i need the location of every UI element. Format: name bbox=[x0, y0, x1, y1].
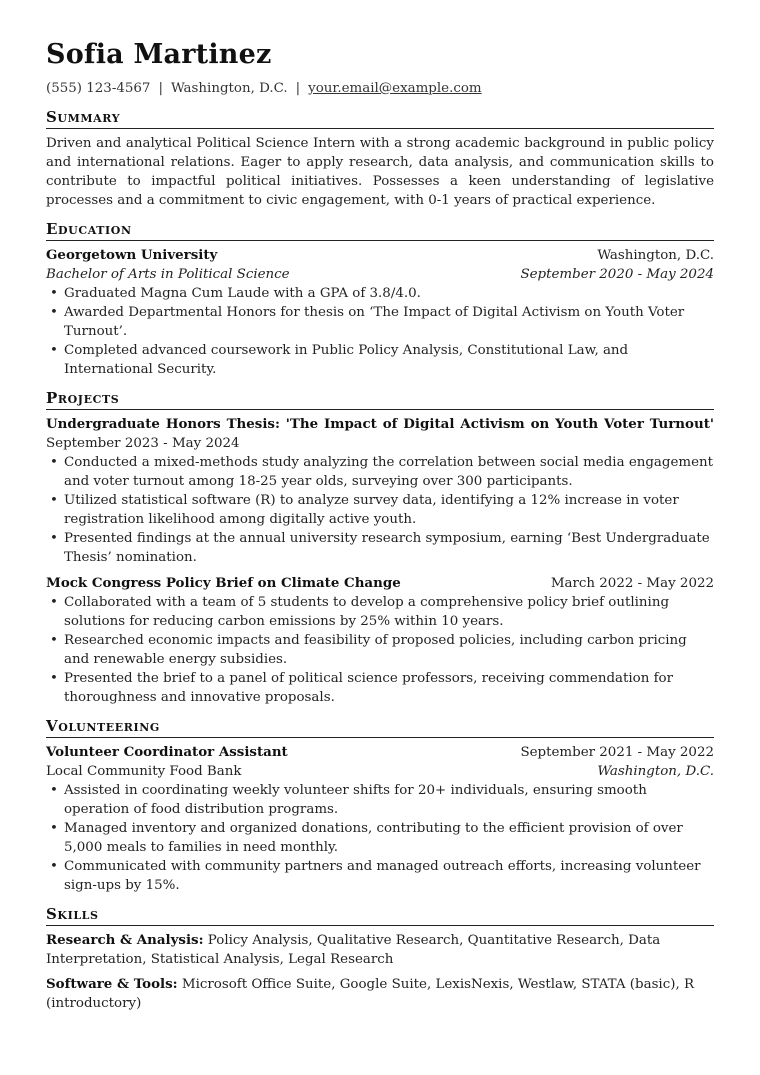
education-degree-row bbox=[46, 265, 714, 284]
project-header bbox=[46, 574, 714, 593]
education-section bbox=[46, 219, 714, 379]
school-location: Washington, D.C. bbox=[597, 248, 714, 263]
summary-section bbox=[46, 107, 714, 210]
degree: Bachelor of Arts in Political Science bbox=[46, 267, 290, 282]
phone-number: (555) 123-4567 bbox=[46, 81, 151, 96]
list-item: • Communicated with community partners and managed outreach efforts, increasing volunteer sign-ups by 15%. bbox=[64, 857, 714, 895]
section-title-skills: Skills bbox=[46, 904, 714, 926]
skill-line bbox=[46, 931, 714, 969]
section-title-volunteering: Volunteering bbox=[46, 716, 714, 738]
projects-section bbox=[46, 388, 714, 707]
project-bullets bbox=[46, 453, 714, 567]
section-title-projects: Projects bbox=[46, 388, 714, 410]
contact-separator: | bbox=[158, 81, 163, 96]
summary-text: Driven and analytical Political Science Intern with a strong academic background in public policy and international relations. Eager to apply research, data analysis, and communication skills to contribute to impactful political initiatives. Possesses a keen understanding of legislative processes and a commitment to civic engagement, with 0-1 years of practical experience. bbox=[46, 136, 714, 208]
skill-label: Software & Tools: bbox=[46, 976, 178, 992]
volunteer-bullets bbox=[46, 781, 714, 895]
skills-section bbox=[46, 904, 714, 1013]
skill-label: Research & Analysis: bbox=[46, 932, 204, 948]
contact-separator: | bbox=[295, 81, 301, 96]
project-bullets bbox=[46, 593, 714, 707]
project-name: Mock Congress Policy Brief on Climate Change bbox=[46, 575, 401, 591]
list-item: • Conducted a mixed-methods study analyzing the correlation between social media engagement and voter turnout among 18-25 year olds, surveying over 300 participants. bbox=[64, 453, 714, 491]
list-item: • Assisted in coordinating weekly volunteer shifts for 20+ individuals, ensuring smooth operation of food distribution programs. bbox=[64, 781, 714, 819]
project-name: Undergraduate Honors Thesis: 'The Impact of Digital Activism on Youth Voter Turnout' bbox=[46, 416, 714, 432]
volunteer-location: Washington, D.C. bbox=[597, 764, 714, 779]
project-header bbox=[46, 415, 714, 453]
education-header-row bbox=[46, 246, 714, 265]
email-link[interactable]: your.email@example.com bbox=[308, 81, 482, 96]
skill-text: Microsoft Office Suite, Google Suite, LexisNexis, Westlaw, STATA (basic), R (introductory) bbox=[46, 977, 695, 1011]
candidate-name: Sofia Martinez bbox=[46, 39, 272, 70]
section-title-summary: Summary bbox=[46, 107, 714, 129]
list-item: • Presented findings at the annual university research symposium, earning ‘Best Undergraduate Thesis’ nomination. bbox=[64, 529, 714, 567]
list-item: • Completed advanced coursework in Public Policy Analysis, Constitutional Law, and International Security. bbox=[64, 341, 714, 379]
volunteer-dates: September 2021 - May 2022 bbox=[520, 745, 714, 760]
school-name: Georgetown University bbox=[46, 247, 218, 263]
project-dates: March 2022 - May 2022 bbox=[550, 576, 714, 591]
volunteer-org: Local Community Food Bank bbox=[46, 764, 242, 779]
list-item: • Managed inventory and organized donations, contributing to the efficient provision of over 5,000 meals to families in need monthly. bbox=[64, 819, 714, 857]
volunteer-header-row bbox=[46, 743, 714, 762]
volunteer-role: Volunteer Coordinator Assistant bbox=[46, 744, 288, 760]
education-bullets bbox=[46, 284, 714, 379]
volunteer-org-row bbox=[46, 762, 714, 781]
skill-text: Policy Analysis, Qualitative Research, Quantitative Research, Data Interpretation, Statistical Analysis, Legal Research bbox=[46, 933, 661, 967]
list-item: • Awarded Departmental Honors for thesis on ‘The Impact of Digital Activism on Youth Voter Turnout’. bbox=[64, 303, 714, 341]
list-item: • Researched economic impacts and feasibility of proposed policies, including carbon pricing and renewable energy subsidies. bbox=[64, 631, 714, 669]
education-dates: September 2020 - May 2024 bbox=[520, 267, 714, 282]
list-item: • Utilized statistical software (R) to analyze survey data, identifying a 12% increase in voter registration likelihood among digitally active youth. bbox=[64, 491, 714, 529]
project-entry bbox=[46, 574, 714, 707]
list-item: • Graduated Magna Cum Laude with a GPA of 3.8/4.0. bbox=[64, 284, 714, 303]
contact-line bbox=[46, 80, 714, 98]
list-item: • Collaborated with a team of 5 students to develop a comprehensive policy brief outlining solutions for reducing carbon emissions by 25% within 10 years. bbox=[64, 593, 714, 631]
list-item: • Presented the brief to a panel of political science professors, receiving commendation for thoroughness and innovative proposals. bbox=[64, 669, 714, 707]
skill-line bbox=[46, 975, 714, 1013]
volunteering-section bbox=[46, 716, 714, 895]
project-entry bbox=[46, 415, 714, 567]
project-dates: September 2023 - May 2024 bbox=[46, 436, 240, 451]
location: Washington, D.C. bbox=[170, 81, 288, 96]
section-title-education: Education bbox=[46, 219, 714, 241]
